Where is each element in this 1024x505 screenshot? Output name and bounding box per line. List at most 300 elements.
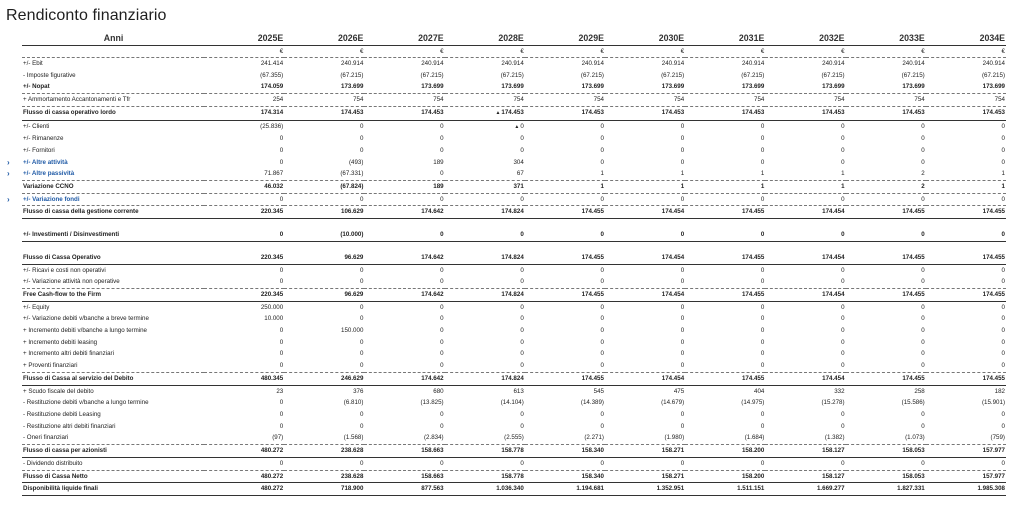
value-cell (364, 409, 444, 421)
value-text: 174.455 (581, 208, 604, 216)
value-text: 0 (279, 459, 284, 467)
value-text: 0 (520, 266, 524, 274)
value-cell (846, 252, 926, 264)
value-cell (926, 483, 1006, 496)
value-cell (685, 157, 765, 169)
table-row (22, 457, 1006, 470)
value-text: 174.453 (822, 109, 845, 117)
value-text: 0 (760, 422, 765, 430)
cashflow-table-container (7, 32, 1006, 496)
table-row[interactable] (22, 193, 1006, 206)
value-text: 1 (760, 183, 765, 191)
value-cell (846, 241, 926, 252)
value-text: 0 (760, 350, 765, 358)
value-cell (605, 301, 685, 313)
value-cell (685, 470, 765, 483)
currency-cell: € (204, 46, 284, 58)
value-cell (605, 360, 685, 372)
value-cell (364, 397, 444, 409)
value-cell (284, 106, 364, 120)
value-text: 174.454 (661, 208, 685, 216)
value-text: 0 (440, 350, 444, 358)
value-text: 174.455 (982, 253, 1005, 261)
value-text: 0 (1001, 135, 1005, 143)
row-label-text: +/- Clienti (23, 123, 50, 131)
value-text: 754 (994, 96, 1005, 104)
value-text: 718.900 (341, 485, 364, 493)
value-text: 0 (1001, 266, 1005, 274)
value-text: 174.454 (822, 374, 845, 382)
value-text: 1 (1001, 183, 1005, 191)
value-cell (525, 288, 605, 301)
value-text: 0 (600, 158, 604, 166)
value-cell (204, 409, 284, 421)
value-text: 0 (359, 303, 364, 311)
row-label-text: Flusso di Cassa Netto (23, 472, 88, 480)
value-text: 0 (1001, 459, 1005, 467)
value-cell (605, 337, 685, 349)
year-header: 2026E (284, 32, 364, 46)
value-cell (926, 313, 1006, 325)
value-cell (204, 421, 284, 433)
row-label (22, 252, 204, 264)
value-cell (204, 432, 284, 444)
value-text: (13.825) (420, 399, 444, 407)
value-cell (765, 348, 845, 360)
value-text: (67.215) (981, 71, 1005, 79)
row-label-text: - Dividendo distribuito (23, 459, 83, 467)
value-text: 158.663 (421, 447, 444, 455)
value-cell (765, 58, 845, 70)
value-cell (445, 372, 525, 385)
currency-row-label (22, 46, 204, 58)
value-cell (525, 470, 605, 483)
value-text: 475 (673, 387, 685, 395)
table-row (22, 432, 1006, 444)
value-text: 158.200 (741, 447, 765, 455)
value-text: 0 (520, 231, 524, 239)
value-cell (926, 145, 1006, 157)
year-header: 2029E (525, 32, 605, 46)
value-cell (926, 421, 1006, 433)
value-cell (926, 276, 1006, 288)
spacer-row (22, 241, 1006, 252)
value-cell (284, 181, 364, 194)
value-cell (765, 276, 845, 288)
value-cell (765, 470, 845, 483)
value-text: 0 (279, 231, 284, 239)
value-cell (284, 457, 364, 470)
currency-cell: € (846, 46, 926, 58)
value-text: 754 (673, 96, 685, 104)
expand-chevron-icon[interactable]: › (7, 157, 10, 167)
value-cell (204, 193, 284, 206)
year-header: 2031E (685, 32, 765, 46)
value-cell (605, 219, 685, 230)
value-cell (284, 133, 364, 145)
currency-cell: € (525, 46, 605, 58)
value-text: 0 (1001, 315, 1005, 323)
value-cell (284, 313, 364, 325)
value-cell (525, 348, 605, 360)
value-text: 174.455 (902, 290, 925, 298)
value-cell (926, 58, 1006, 70)
value-text: 1 (1001, 170, 1005, 178)
value-text: 0 (600, 362, 604, 370)
row-label (22, 483, 204, 496)
value-text: 173.699 (421, 83, 444, 91)
table-row (22, 348, 1006, 360)
row-label-text: Flusso di Cassa al servizio del Debito (23, 374, 134, 382)
row-label-text: +/- Variazione fondi (23, 195, 80, 203)
value-cell (204, 241, 284, 252)
value-text: 0 (359, 135, 364, 143)
value-text: 174.455 (982, 208, 1005, 216)
value-text: 0 (760, 338, 765, 346)
table-row (22, 181, 1006, 194)
value-text: 0 (359, 362, 364, 370)
value-text: 174.455 (581, 290, 604, 298)
value-cell (685, 58, 765, 70)
value-cell (364, 70, 444, 82)
value-cell (204, 470, 284, 483)
value-cell (364, 348, 444, 360)
value-cell (364, 288, 444, 301)
value-text: 0 (520, 410, 524, 418)
value-cell (204, 206, 284, 219)
value-cell (364, 145, 444, 157)
value-cell (445, 325, 525, 337)
value-cell (525, 483, 605, 496)
value-cell (204, 133, 284, 145)
row-label-text: - Restituzione debiti v/banche a lungo termine (23, 399, 149, 407)
value-cell (284, 168, 364, 180)
value-text: 173.699 (982, 83, 1005, 91)
value-text: 174.453 (902, 109, 925, 117)
value-cell (846, 421, 926, 433)
value-cell (445, 206, 525, 219)
value-cell (765, 181, 845, 194)
value-cell (605, 120, 685, 133)
value-text: 0 (440, 170, 444, 178)
value-text: 0 (921, 338, 925, 346)
value-text: (67.331) (340, 170, 364, 178)
page-title: Rendiconto finanziario (6, 7, 167, 24)
value-cell (765, 94, 845, 107)
value-cell (445, 276, 525, 288)
row-label-text: +/- Variazione attività non operative (23, 278, 120, 286)
value-cell (284, 193, 364, 206)
value-text: 0 (440, 266, 444, 274)
table-row (22, 106, 1006, 120)
value-cell (926, 301, 1006, 313)
value-text: 754 (834, 96, 845, 104)
row-label[interactable] (7, 193, 204, 206)
row-label (22, 94, 204, 107)
value-text: 0 (600, 146, 604, 154)
value-cell (605, 133, 685, 145)
value-text: 1.669.277 (816, 485, 845, 493)
value-text: 0 (600, 327, 604, 335)
value-cell (605, 168, 685, 180)
expand-chevron-icon[interactable]: › (7, 169, 10, 179)
value-cell (605, 348, 685, 360)
value-text: 0 (921, 410, 925, 418)
value-text: 0 (279, 266, 284, 274)
value-cell (364, 81, 444, 93)
value-cell (445, 229, 525, 241)
value-cell (364, 483, 444, 496)
value-cell (364, 106, 444, 120)
currency-cell: € (926, 46, 1006, 58)
value-text: 0 (440, 303, 444, 311)
value-cell (605, 276, 685, 288)
value-cell (284, 157, 364, 169)
value-text: 174.455 (902, 374, 925, 382)
table-row (22, 470, 1006, 483)
value-cell (364, 276, 444, 288)
value-text: 150.000 (341, 327, 364, 335)
value-cell (284, 120, 364, 133)
header-years-label: Anni (22, 32, 204, 46)
value-cell (364, 264, 444, 276)
value-text: 0 (841, 422, 845, 430)
value-cell (685, 133, 765, 145)
value-text: 1.827.331 (897, 485, 925, 493)
value-text: 0 (841, 146, 845, 154)
year-header: 2027E (364, 32, 444, 46)
value-cell (284, 252, 364, 264)
value-text: 174.453 (341, 109, 364, 117)
value-text: 0 (841, 135, 845, 143)
table-row[interactable] (22, 157, 1006, 169)
value-cell (685, 397, 765, 409)
value-cell (445, 432, 525, 444)
value-text: 480.345 (260, 374, 284, 382)
value-text: 0 (279, 410, 284, 418)
value-text: 158.271 (661, 472, 685, 480)
value-text: 0 (279, 327, 284, 335)
value-cell (525, 157, 605, 169)
value-text: 158.340 (581, 472, 604, 480)
value-cell (445, 397, 525, 409)
value-cell (284, 276, 364, 288)
value-text: (67.215) (340, 71, 364, 79)
value-text: 174.824 (501, 374, 524, 382)
warning-triangle-icon: ▲ (514, 123, 520, 130)
value-text: 0 (760, 362, 765, 370)
row-label (22, 145, 204, 157)
value-text: 0 (520, 338, 524, 346)
row-label-text: +/- Ebit (23, 60, 43, 67)
value-text: 0 (1001, 123, 1005, 131)
row-label (22, 181, 204, 194)
value-cell (445, 409, 525, 421)
value-cell (284, 360, 364, 372)
row-label (22, 276, 204, 288)
value-cell (846, 348, 926, 360)
value-text: (6.810) (343, 399, 364, 407)
value-cell (284, 325, 364, 337)
value-text: 158.053 (902, 472, 925, 480)
value-cell (525, 168, 605, 180)
value-text: 258 (914, 387, 925, 395)
value-cell (685, 325, 765, 337)
value-text: 0 (279, 135, 284, 143)
row-label-text: - Imposte figurative (23, 71, 76, 79)
value-text: (67.215) (661, 71, 685, 79)
value-cell (284, 229, 364, 241)
value-cell (445, 219, 525, 230)
expand-chevron-icon[interactable]: › (7, 194, 10, 204)
value-cell (204, 348, 284, 360)
value-cell (846, 313, 926, 325)
value-cell (846, 397, 926, 409)
value-cell (204, 145, 284, 157)
row-label (22, 70, 204, 82)
value-text: (15.586) (901, 399, 925, 407)
value-cell (525, 445, 605, 458)
value-text: 174.454 (661, 290, 685, 298)
value-text: 0 (680, 231, 685, 239)
table-row (22, 288, 1006, 301)
value-cell (525, 397, 605, 409)
value-cell (445, 264, 525, 276)
value-text: 0 (760, 146, 765, 154)
value-cell (605, 288, 685, 301)
value-text: 240.914 (822, 60, 845, 67)
row-label-text: Flusso di Cassa Operativo (23, 253, 101, 261)
value-cell (685, 193, 765, 206)
value-cell (765, 409, 845, 421)
value-text: 754 (353, 96, 364, 104)
value-text: (14.679) (661, 399, 685, 407)
value-cell (765, 313, 845, 325)
value-text: (1.568) (343, 434, 364, 442)
value-text: 250.000 (260, 303, 284, 311)
table-row (22, 372, 1006, 385)
row-label[interactable] (7, 168, 204, 180)
value-text: 0 (680, 315, 685, 323)
value-cell (846, 94, 926, 107)
value-cell (685, 313, 765, 325)
value-text: (25.836) (260, 123, 284, 131)
value-cell (846, 106, 926, 120)
value-text: 189 (433, 183, 444, 191)
value-cell (846, 445, 926, 458)
row-label (22, 385, 204, 397)
value-text: 0 (1001, 195, 1005, 203)
value-text: 173.699 (581, 83, 604, 91)
value-cell (926, 360, 1006, 372)
value-text: 174.642 (421, 374, 444, 382)
value-text: 0 (600, 303, 604, 311)
value-cell (846, 58, 926, 70)
value-cell (364, 325, 444, 337)
value-cell (525, 94, 605, 107)
value-cell (685, 229, 765, 241)
value-text: 174.454 (822, 290, 845, 298)
value-text: 0 (279, 338, 284, 346)
value-cell (525, 219, 605, 230)
value-cell (525, 106, 605, 120)
value-text: 0 (921, 158, 925, 166)
value-text: 174.642 (421, 208, 444, 216)
value-cell (364, 372, 444, 385)
value-cell (525, 421, 605, 433)
value-cell (525, 276, 605, 288)
value-text: 2 (921, 170, 925, 178)
value-text: 0 (520, 422, 524, 430)
table-row[interactable] (22, 168, 1006, 180)
value-cell (765, 145, 845, 157)
value-text: 0 (1001, 231, 1005, 239)
value-text: 189 (433, 158, 444, 166)
value-text: 0 (841, 158, 845, 166)
value-cell (284, 301, 364, 313)
value-cell (204, 229, 284, 241)
value-text: 0 (841, 410, 845, 418)
value-text: 173.699 (902, 83, 925, 91)
row-label (22, 337, 204, 349)
value-cell (364, 181, 444, 194)
value-cell (284, 264, 364, 276)
value-text: 0 (440, 315, 444, 323)
value-text: (97) (272, 434, 284, 442)
value-cell (846, 337, 926, 349)
value-text: 0 (1001, 158, 1005, 166)
value-text: 376 (353, 387, 364, 395)
value-cell (364, 385, 444, 397)
value-text: (67.215) (901, 71, 925, 79)
value-text: 0 (279, 422, 284, 430)
value-text: 241.414 (260, 60, 284, 67)
value-cell (204, 81, 284, 93)
value-cell (765, 397, 845, 409)
value-text: 0 (1001, 146, 1005, 154)
value-cell (605, 397, 685, 409)
value-text: 0 (359, 422, 364, 430)
table-row (22, 313, 1006, 325)
row-label (22, 348, 204, 360)
value-text: 0 (841, 195, 845, 203)
value-text: 174.455 (741, 374, 765, 382)
value-cell (284, 470, 364, 483)
value-text: 0 (680, 195, 685, 203)
year-header: 2030E (605, 32, 685, 46)
row-label (22, 421, 204, 433)
value-cell (765, 168, 845, 180)
value-cell (685, 421, 765, 433)
value-text: 0 (520, 362, 524, 370)
value-cell (846, 206, 926, 219)
value-text: 174.455 (902, 253, 925, 261)
value-cell (525, 58, 605, 70)
row-label[interactable] (7, 157, 204, 169)
value-cell (284, 219, 364, 230)
value-cell (605, 372, 685, 385)
value-cell (204, 301, 284, 313)
value-text: 0 (600, 135, 604, 143)
value-cell (284, 337, 364, 349)
value-text: 0 (520, 303, 524, 311)
row-label (22, 120, 204, 133)
table-row (22, 397, 1006, 409)
value-text: 545 (593, 387, 604, 395)
value-text: 173.699 (741, 83, 765, 91)
value-text: 877.563 (421, 485, 444, 493)
value-text: 174.454 (661, 374, 685, 382)
